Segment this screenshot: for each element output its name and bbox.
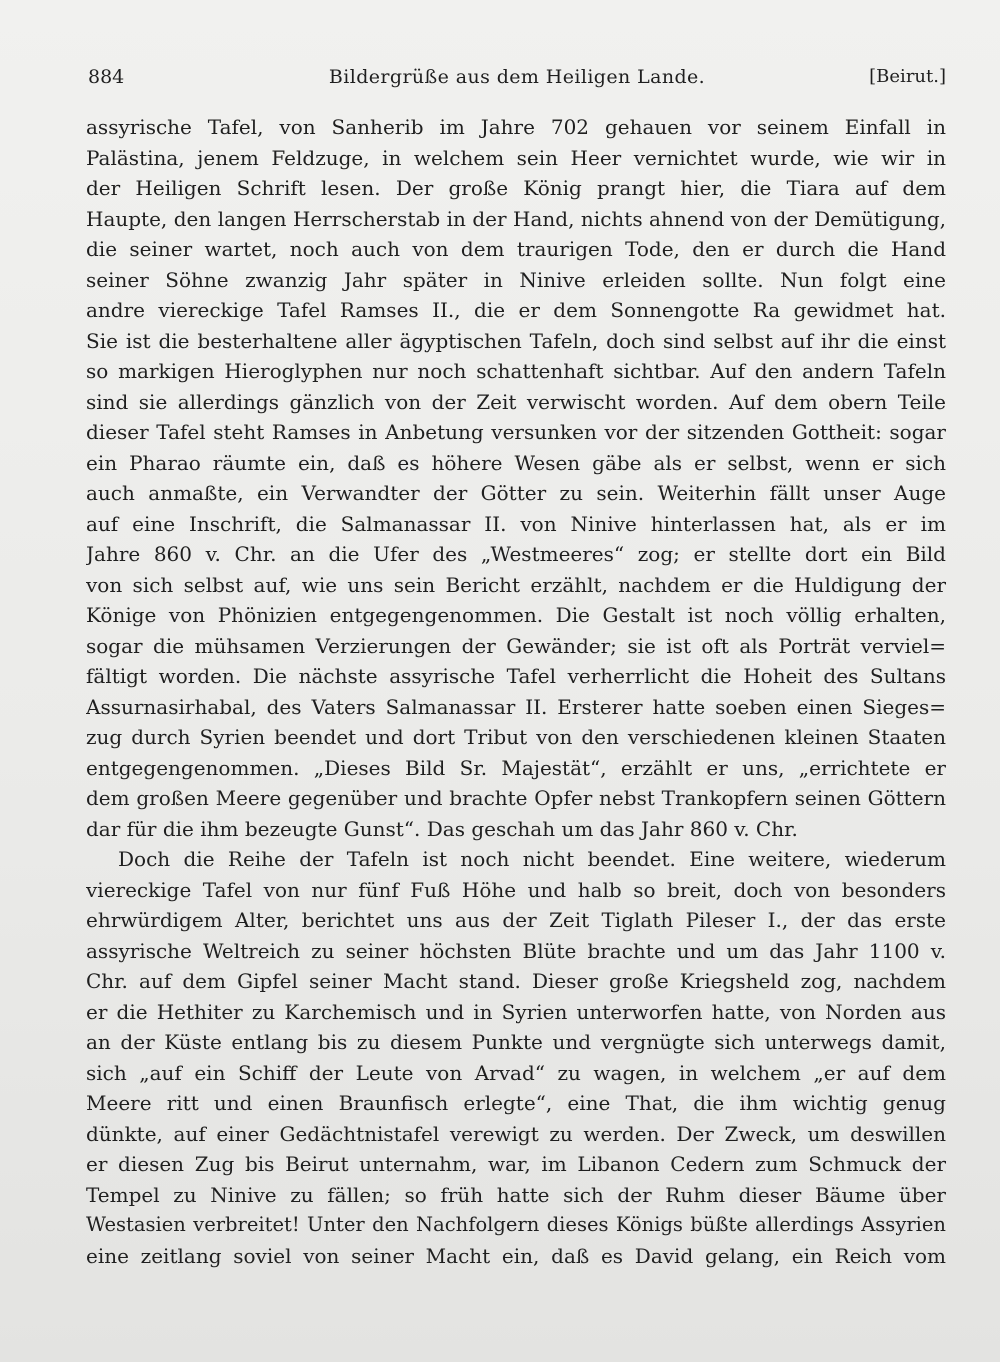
text-line: Könige von Phönizien entgegengenommen. Die Gestalt ist noch völlig erhalten,: [86, 603, 946, 627]
text-line: seiner Söhne zwanzig Jahr später in Ninive erleiden sollte. Nun folgt eine: [86, 267, 946, 292]
text-line: Haupte, den langen Herrscherstab in der Hand, nichts ahnend von der Demütigung,: [86, 206, 946, 231]
text-line: entgegengenommen. „Dieses Bild Sr. Majestät“, erzählt er uns, „errichtete er: [86, 755, 946, 780]
body-text: [86, 112, 946, 1271]
text-line: Meere ritt und einen Braunfisch erlegte“, eine That, die ihm wichtig genug: [86, 1091, 946, 1115]
text-line: der Heiligen Schrift lesen. Der große König prangt hier, die Tiara auf dem: [86, 176, 946, 200]
text-line: Sie ist die besterhaltene aller ägyptischen Tafeln, doch sind selbst auf ihr die einst: [86, 328, 946, 353]
text-line: ehrwürdigem Alter, berichtet uns aus der Zeit Tiglath Pileser I., der das erste: [86, 908, 946, 932]
text-line: von sich selbst auf, wie uns sein Bericht erzählt, nachdem er die Huldigung der: [86, 572, 946, 597]
text-line: assyrische Tafel, von Sanherib im Jahre 702 gehauen vor seinem Einfall in: [86, 115, 946, 139]
text-line: Doch die Reihe der Tafeln ist noch nicht beendet. Eine weitere, wiederum: [118, 847, 946, 871]
text-line: sind sie allerdings gänzlich von der Zeit verwischt worden. Auf dem obern Teile: [86, 389, 946, 414]
text-line: er diesen Zug bis Beirut unternahm, war, im Libanon Cedern zum Schmuck der: [86, 1152, 946, 1176]
text-line: eine zeitlang soviel von seiner Macht ein, daß es David gelang, ein Reich vom: [86, 1243, 946, 1268]
running-head: [88, 62, 946, 92]
text-line: an der Küste entlang bis zu diesem Punkte und vergnügte sich unterwegs damit,: [86, 1030, 946, 1054]
text-line: so markigen Hieroglyphen nur noch schattenhaft sichtbar. Auf den andern Tafeln: [86, 359, 946, 383]
text-line: ein Pharao räumte ein, daß es höhere Wesen gäbe als er selbst, wenn er sich: [86, 450, 946, 475]
text-line: zug durch Syrien beendet und dort Tribut von den verschiedenen kleinen Staaten: [86, 725, 946, 749]
text-line: Assurnasirhabal, des Vaters Salmanassar II. Ersterer hatte soeben einen Sieges=: [86, 694, 946, 719]
text-line: viereckige Tafel von nur fünf Fuß Höhe und halb so breit, doch von besonders: [86, 877, 946, 902]
text-line: dar für die ihm bezeugte Gunst“. Das geschah um das Jahr 860 v. Chr.: [86, 816, 798, 841]
text-line: auch anmaßte, ein Verwandter der Götter zu sein. Weiterhin fällt unser Auge: [86, 481, 946, 505]
section-mark: [Beirut.]: [869, 66, 946, 87]
text-line: Westasien verbreitet! Unter den Nachfolgern dieses Königs büßte allerdings Assyrien: [86, 1213, 946, 1236]
text-line: Palästina, jenem Feldzuge, in welchem sein Heer vernichtet wurde, wie wir in: [86, 145, 946, 170]
text-line: andre viereckige Tafel Ramses II., die er dem Sonnengotte Ra gewidmet hat.: [86, 298, 946, 322]
text-line: fältigt worden. Die nächste assyrische Tafel verherrlicht die Hoheit des Sultans: [86, 664, 946, 688]
text-line: dem großen Meere gegenüber und brachte Opfer nebst Trankopfern seinen Göttern: [86, 786, 946, 810]
running-title: Bildergrüße aus dem Heiligen Lande.: [328, 66, 706, 88]
text-line: sich „auf ein Schiff der Leute von Arvad“ zu wagen, in welchem „er auf dem: [86, 1060, 946, 1085]
text-line: er die Hethiter zu Karchemisch und in Syrien unterworfen hatte, von Norden aus: [86, 999, 946, 1024]
text-line: Jahre 860 v. Chr. an die Ufer des „Westmeeres“ zog; er stellte dort ein Bild: [86, 542, 946, 566]
text-line: Tempel zu Ninive zu fällen; so früh hatte sich der Ruhm dieser Bäume über: [86, 1182, 946, 1207]
page-number: 884: [88, 66, 125, 88]
text-line: dünkte, auf einer Gedächtnistafel verewigt zu werden. Der Zweck, um deswillen: [86, 1121, 946, 1146]
text-line: die seiner wartet, noch auch von dem traurigen Tode, den er durch die Hand: [86, 237, 946, 261]
text-line: sogar die mühsamen Verzierungen der Gewänder; sie ist oft als Porträt verviel=: [86, 633, 946, 658]
text-line: Chr. auf dem Gipfel seiner Macht stand. Dieser große Kriegsheld zog, nachdem: [86, 969, 946, 993]
text-line: auf eine Inschrift, die Salmanassar II. von Ninive hinterlassen hat, als er im: [86, 511, 946, 536]
text-line: assyrische Weltreich zu seiner höchsten Blüte brachte und um das Jahr 1100 v.: [86, 938, 946, 963]
text-line: dieser Tafel steht Ramses in Anbetung versunken vor der sitzenden Gottheit: sogar: [86, 420, 946, 444]
